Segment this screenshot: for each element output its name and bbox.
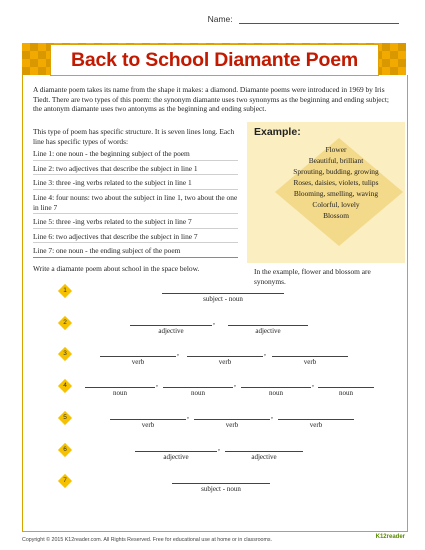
write-line-label: subject - noun — [201, 485, 241, 493]
comma: , — [264, 348, 266, 357]
write-line-label: adjective — [251, 453, 277, 461]
example-line-6: Colorful, lovely — [312, 200, 360, 209]
write-line-label: adjective — [255, 327, 281, 335]
example-line-5: Blooming, smelling, waving — [293, 189, 379, 198]
write-line[interactable] — [194, 419, 270, 420]
k12reader-logo: K12reader — [375, 534, 405, 540]
line-number-badge — [58, 443, 72, 457]
line-number-badge — [58, 411, 72, 425]
write-line-label: adjective — [158, 327, 184, 335]
line-number: 3 — [63, 350, 67, 357]
write-line[interactable] — [228, 325, 308, 326]
structure-line-7: Line 7: one noun - the ending subject of the poem — [33, 246, 238, 258]
example-poem — [247, 144, 405, 221]
write-line[interactable] — [272, 356, 348, 357]
comma: , — [213, 317, 215, 326]
comma: , — [156, 379, 158, 388]
write-line-label: verb — [131, 358, 145, 366]
line-number: 4 — [63, 382, 67, 389]
write-line[interactable] — [110, 419, 186, 420]
write-line[interactable] — [318, 387, 374, 388]
write-line[interactable] — [225, 451, 303, 452]
write-line[interactable] — [85, 387, 155, 388]
write-line[interactable] — [241, 387, 311, 388]
structure-line-2: Line 2: two adjectives that describe the subject in line 1 — [33, 164, 238, 176]
write-line[interactable] — [100, 356, 176, 357]
name-blank-line[interactable] — [239, 15, 399, 24]
write-line-label: subject - noun — [203, 295, 243, 303]
example-title: Example: — [254, 126, 301, 138]
write-line-label: noun — [113, 389, 127, 397]
example-line-1: Flower — [325, 145, 347, 154]
line-number-badge — [58, 379, 72, 393]
write-line-label: adjective — [163, 453, 189, 461]
structure-line-4: Line 4: four nouns: two about the subject in line 1, two about the one in line 7 — [33, 193, 238, 214]
example-line-7: Blossom — [323, 211, 349, 220]
line-number: 1 — [63, 287, 67, 294]
instruction-text: Write a diamante poem about school in the space below. — [33, 264, 200, 273]
structure-section — [33, 127, 238, 258]
line-number: 2 — [63, 319, 67, 326]
write-line-label: noun — [191, 389, 205, 397]
write-line[interactable] — [162, 293, 284, 294]
structure-line-3: Line 3: three -ing verbs related to the subject in line 1 — [33, 178, 238, 190]
structure-intro: This type of poem has specific structure. It is seven lines long. Each line has specific types of words: — [33, 127, 235, 146]
title-box — [50, 44, 379, 76]
example-note: In the example, flower and blossom are synonyms. — [254, 267, 371, 286]
comma: , — [234, 379, 236, 388]
write-line-label: noun — [269, 389, 283, 397]
line-number-badge — [58, 474, 72, 488]
intro-paragraph: A diamante poem takes its name from the shape it makes: a diamond. Diamante poems were introduced in 1969 by Iris Tiedt. There are two types of this poem: the synonym diamante uses two synonyms as the beginning and ending subject; the antonym diamante uses two antonyms as the beginning and ending subject. — [33, 85, 389, 114]
line-number: 7 — [63, 477, 67, 484]
write-line[interactable] — [135, 451, 217, 452]
comma: , — [271, 411, 273, 420]
write-line-label: noun — [339, 389, 353, 397]
write-line[interactable] — [172, 483, 270, 484]
line-number: 5 — [63, 414, 67, 421]
example-line-3: Sprouting, budding, growing — [293, 167, 379, 176]
write-line-label: verb — [141, 421, 155, 429]
structure-line-1: Line 1: one noun - the beginning subject of the poem — [33, 149, 238, 161]
line-number-badge — [58, 347, 72, 361]
example-box — [247, 122, 405, 263]
write-line-label: verb — [225, 421, 239, 429]
line-number-badge — [58, 284, 72, 298]
comma: , — [218, 443, 220, 452]
write-line[interactable] — [130, 325, 212, 326]
example-line-2: Beautiful, brilliant — [308, 156, 364, 165]
write-line[interactable] — [163, 387, 233, 388]
copyright-footer: Copyright © 2015 K12reader.com. All Rights Reserved. Free for educational use at home or in classrooms. — [22, 537, 273, 543]
line-number: 6 — [63, 446, 67, 453]
write-line[interactable] — [278, 419, 354, 420]
write-line-label: verb — [309, 421, 323, 429]
name-label: Name: — [207, 14, 233, 24]
comma: , — [312, 379, 314, 388]
line-number-badge — [58, 316, 72, 330]
page-title: Back to School Diamante Poem — [71, 48, 358, 71]
structure-line-6: Line 6: two adjectives that describe the subject in line 7 — [33, 232, 238, 244]
structure-line-5: Line 5: three -ing verbs related to the subject in line 7 — [33, 217, 238, 229]
write-line-label: verb — [218, 358, 232, 366]
example-line-4: Roses, daisies, violets, tulips — [293, 178, 379, 187]
write-line[interactable] — [187, 356, 263, 357]
comma: , — [187, 411, 189, 420]
comma: , — [177, 348, 179, 357]
name-field-row — [208, 14, 399, 24]
write-line-label: verb — [303, 358, 317, 366]
